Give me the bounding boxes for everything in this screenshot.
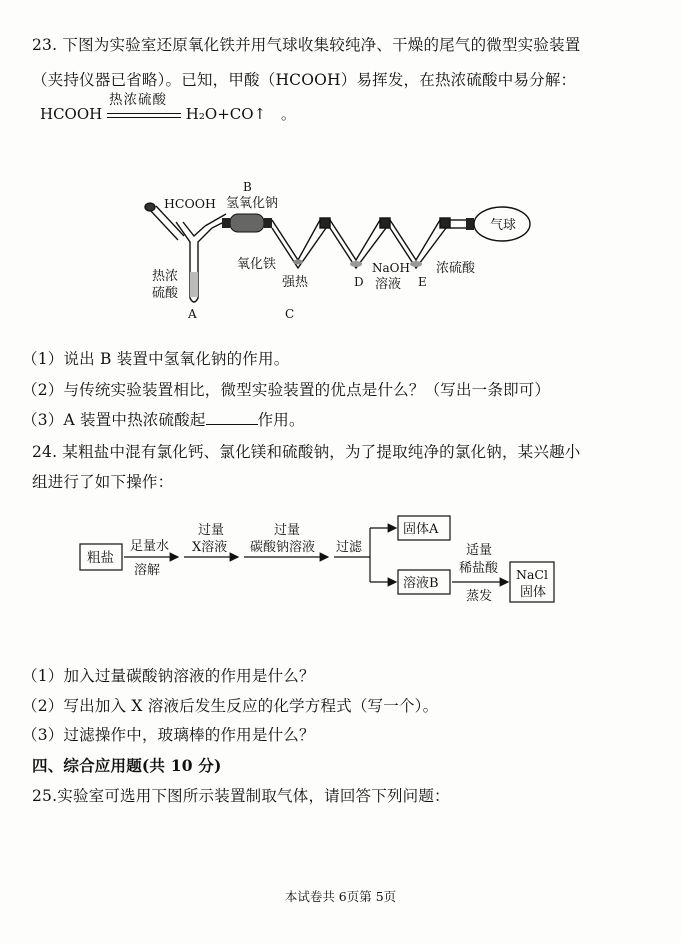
q24-text-line1: 24. 某粗盐中混有氯化钙、氯化镁和硫酸钠，为了提取纯净的氯化钠，某兴趣小 [32, 443, 581, 461]
q24-sub2: （2）写出加入 X 溶液后发生反应的化学方程式（写一个）。 [22, 697, 439, 715]
flow-nacl-line1: NaCl [516, 567, 548, 582]
section-heading: 四、综合应用题(共 10 分) [32, 756, 222, 775]
q23-sub2: （2）与传统实验装置相比，微型实验装置的优点是什么？（写出一条即可） [22, 381, 551, 399]
q23-sub1: （1）说出 B 装置中氢氧化钠的作用。 [22, 350, 290, 368]
q24-flow-chart [0, 510, 681, 620]
flow-nacl-line2: 固体 [520, 585, 547, 600]
flow-step3-top: 过量 [274, 523, 301, 538]
flow-step1-top: 足量水 [130, 539, 170, 554]
label-b-name: 氢氧化钠 [226, 196, 279, 211]
q23-sub3-pre: （3）A 装置中热浓硫酸起 [22, 411, 206, 429]
q25-text: 25.实验室可选用下图所示装置制取气体，请回答下列问题： [32, 787, 450, 805]
label-balloon: 气球 [490, 218, 517, 233]
flow-step2-top: 过量 [198, 523, 225, 538]
q23-equation [40, 92, 296, 124]
q24-sub1: （1）加入过量碳酸钠溶液的作用是什么？ [22, 667, 315, 685]
label-d: D [354, 275, 364, 289]
flow-crude-salt: 粗盐 [87, 550, 114, 566]
q24-text-line2: 组进行了如下操作： [32, 473, 174, 491]
label-acid-line2: 硫酸 [152, 286, 179, 301]
flow-step4: 过滤 [336, 540, 363, 555]
label-naoh-line1: NaOH [372, 261, 410, 275]
y-tube-a [176, 214, 228, 302]
q23-sub3-post: 作用。 [257, 411, 305, 429]
flow-step5-top1: 适量 [466, 543, 493, 558]
flow-solid-a: 固体A [403, 522, 439, 537]
q23-text-line2: （夹持仪器已省略）。已知，甲酸（HCOOH）易挥发，在热浓硫酸中易分解： [32, 71, 577, 89]
page-footer: 本试卷共 6页第 5页 [284, 889, 397, 904]
flow-step5-top2: 稀盐酸 [459, 561, 499, 576]
label-c: C [285, 307, 295, 321]
label-b: B [243, 180, 252, 194]
equation-double-line [107, 113, 181, 118]
equation-condition: 热浓硫酸 [109, 92, 168, 108]
label-a: A [188, 307, 197, 321]
flow-step2-bottom: X溶液 [192, 540, 228, 555]
answer-blank[interactable] [206, 410, 258, 425]
label-naoh-line2: 溶液 [375, 277, 402, 292]
label-acid-line1: 热浓 [152, 269, 179, 284]
flow-solution-b: 溶液B [403, 576, 439, 591]
label-heat: 强热 [282, 275, 309, 290]
tube-b-naoh [222, 214, 272, 232]
equation-end: 。 [280, 105, 296, 123]
equation-arrow [107, 92, 181, 122]
label-e-acid: 浓硫酸 [436, 261, 476, 276]
q23-text-line1: 23. 下图为实验室还原氧化铁并用气球收集较纯净、干燥的尾气的微型实验装置 [32, 36, 581, 54]
q23-sub3 [22, 408, 305, 430]
q24-sub3: （3）过滤操作中，玻璃棒的作用是什么？ [22, 726, 315, 744]
flow-step3-bottom: 碳酸钠溶液 [250, 540, 316, 555]
label-e: E [418, 275, 427, 289]
flow-step5-bottom: 蒸发 [466, 589, 493, 604]
label-fe2o3: 氧化铁 [237, 257, 277, 272]
equation-reactant: HCOOH [40, 105, 103, 123]
label-hcooh: HCOOH [164, 196, 216, 211]
q23-apparatus-diagram [0, 180, 681, 330]
equation-products: H₂O+CO↑ [185, 105, 267, 123]
flow-step1-bottom: 溶解 [134, 563, 161, 578]
